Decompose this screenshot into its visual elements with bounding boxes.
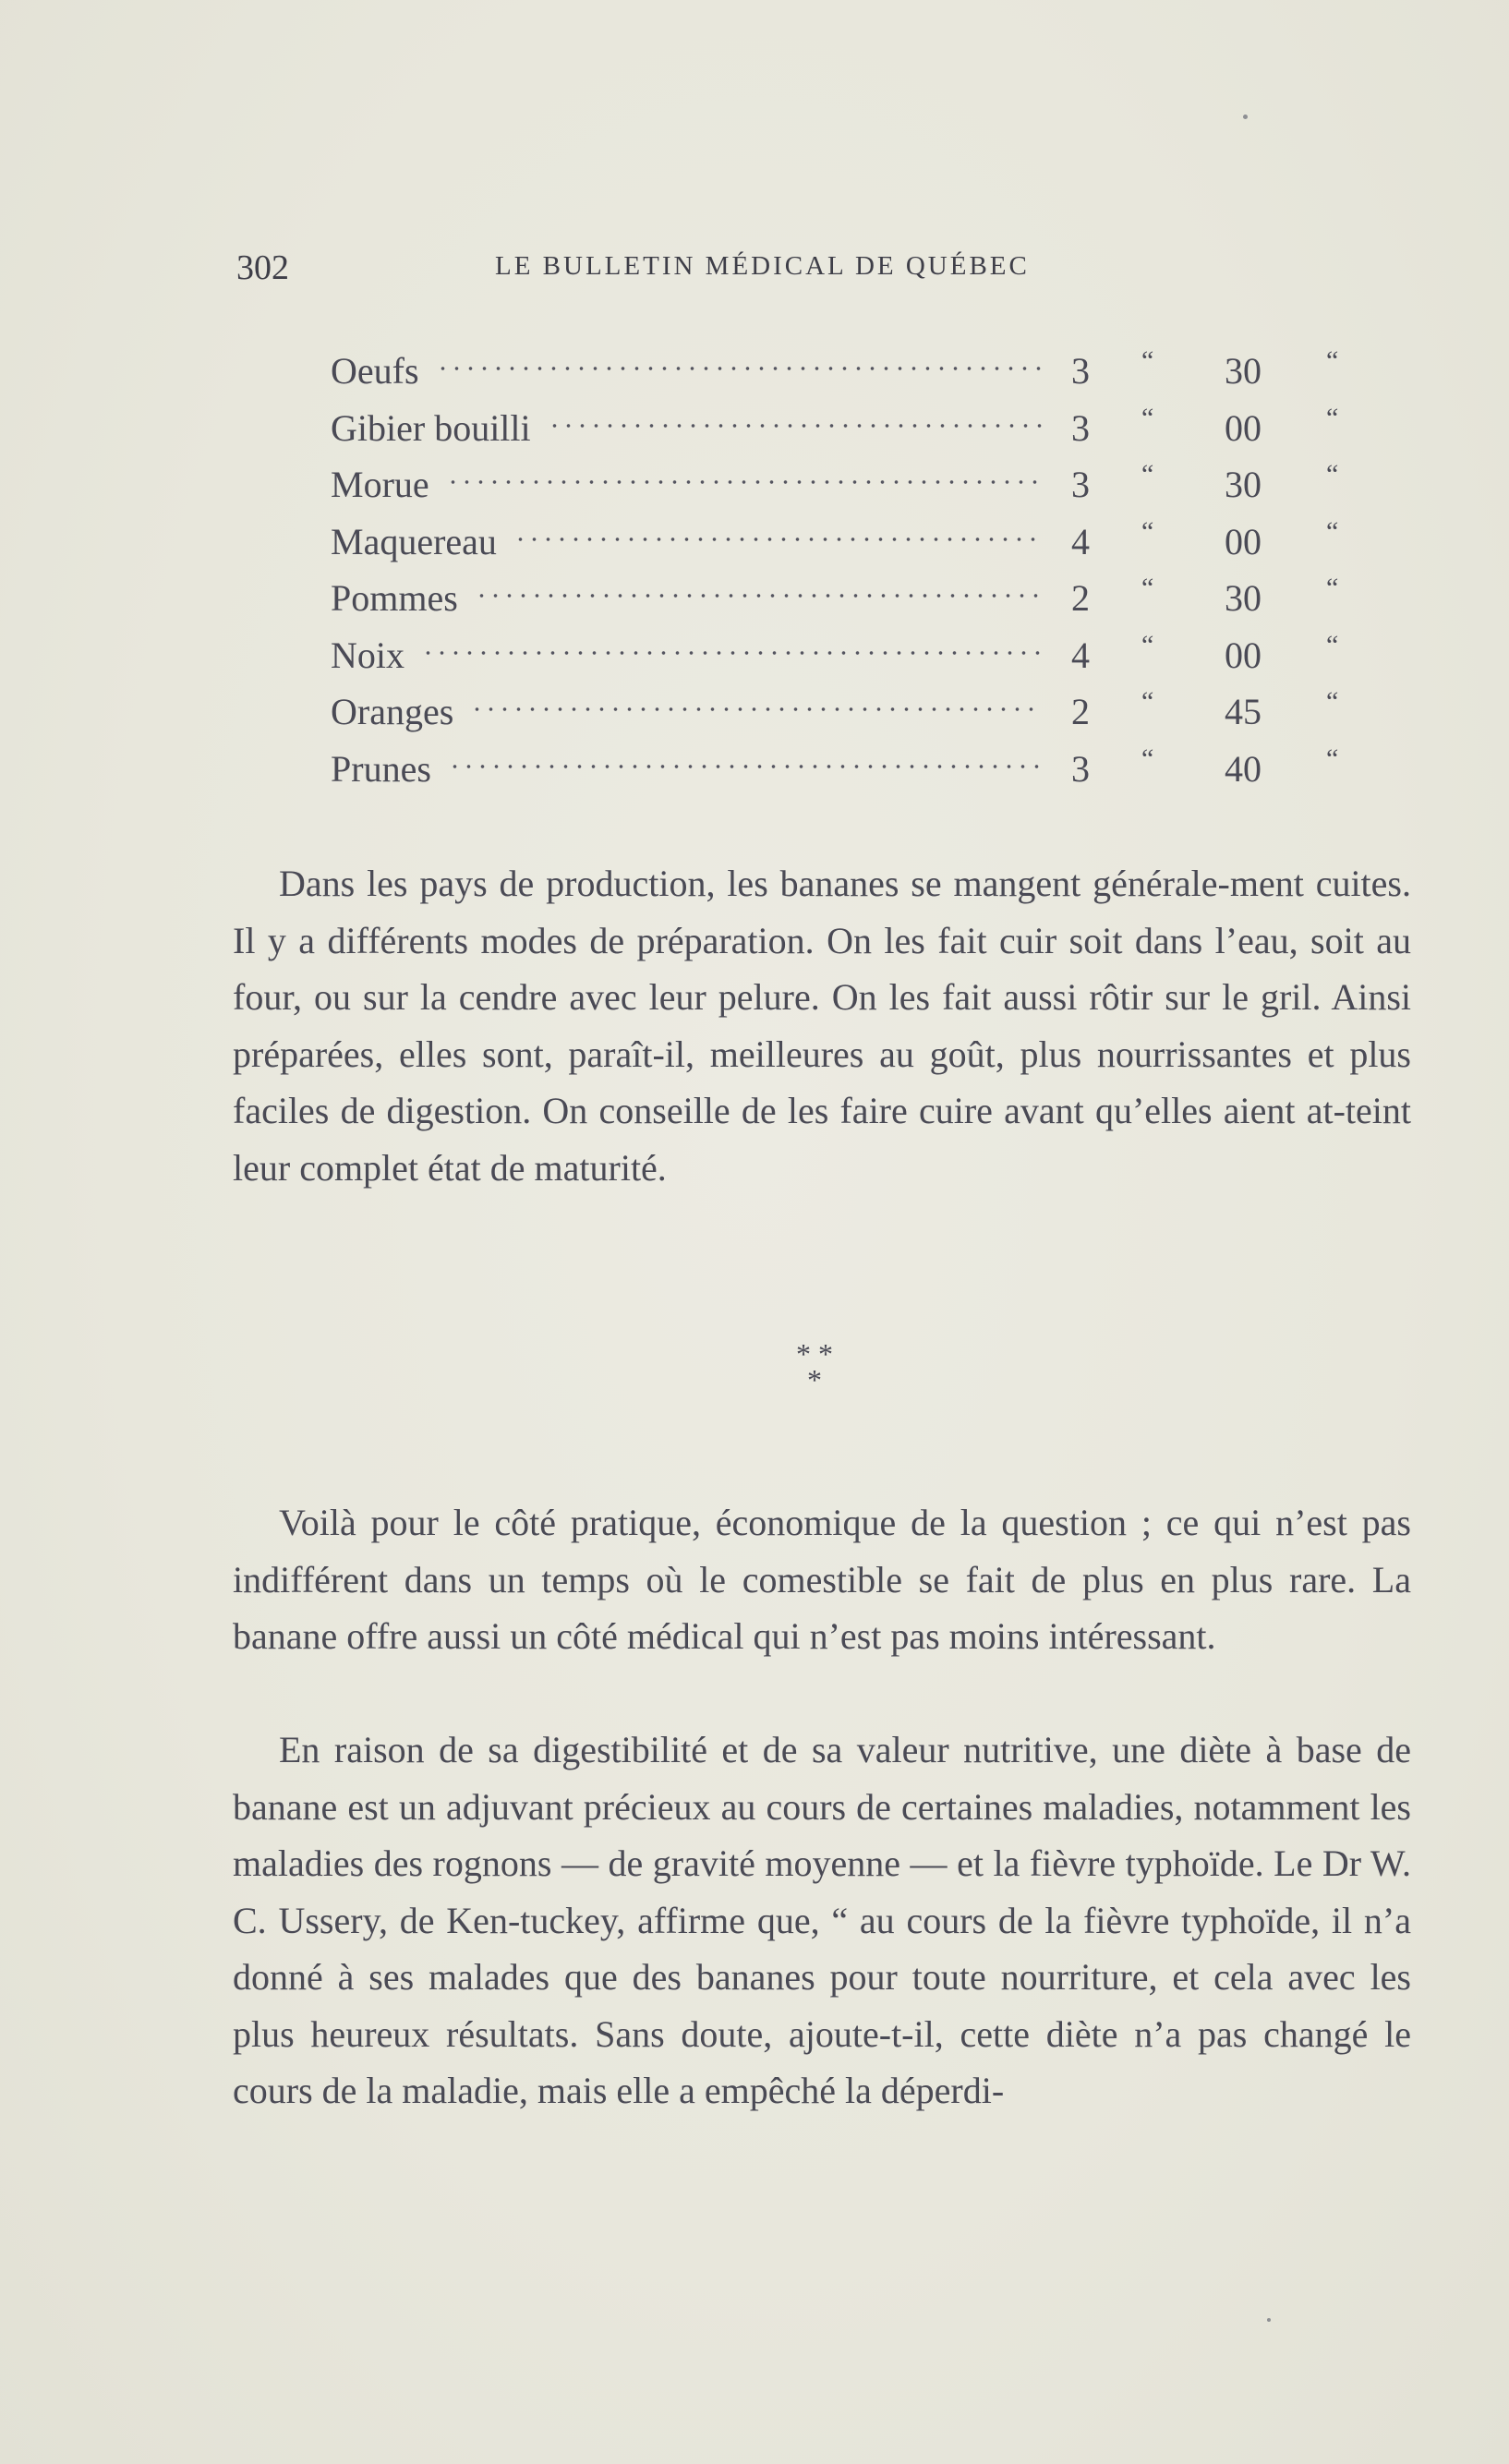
digestion-hours: 3: [1071, 747, 1090, 790]
food-name: Maquereau: [331, 520, 497, 562]
food-name: Morue: [331, 464, 429, 505]
paragraph-medical: [233, 1721, 1411, 2120]
section-asterism: [787, 1337, 842, 1396]
ditto-mark: “: [1141, 459, 1154, 489]
dot-leader: [446, 479, 1042, 485]
page-header: [236, 248, 1418, 294]
table-row: [331, 402, 1365, 464]
asterism-bottom: *: [807, 1363, 822, 1396]
ditto-mark: “: [1141, 345, 1154, 376]
ditto-mark: “: [1326, 743, 1339, 774]
food-name: Oranges: [331, 691, 454, 732]
ditto-mark: “: [1141, 402, 1154, 433]
dot-leader: [548, 423, 1042, 429]
food-name: Pommes: [331, 577, 458, 619]
digestion-hours: 2: [1071, 691, 1090, 732]
dot-leader: [448, 764, 1042, 769]
digestion-minutes: 00: [1225, 406, 1262, 449]
digestion-hours: 3: [1071, 464, 1090, 505]
digestion-hours: 4: [1071, 520, 1090, 562]
ditto-mark: “: [1326, 686, 1339, 717]
paragraph-text: Voilà pour le côté pratique, économique de la question ; ce qui n’est pas indifférent dans un temps où le comestible se fait de plus en plus rare. La banane offre aussi un côté médical qui n’est pas moins intéressant.: [233, 1502, 1411, 1657]
digestion-minutes: 30: [1225, 464, 1262, 505]
dot-leader: [421, 650, 1042, 656]
dot-leader: [475, 593, 1042, 598]
paper-speck: [1267, 2318, 1271, 2322]
digestion-hours: 2: [1071, 577, 1090, 619]
ditto-mark: “: [1326, 573, 1339, 603]
digestion-minutes: 30: [1225, 350, 1262, 392]
digestion-hours: 4: [1071, 634, 1090, 676]
ditto-mark: “: [1141, 629, 1154, 660]
food-name: Oeufs: [331, 350, 419, 392]
digestion-table: [331, 345, 1365, 803]
table-row: [331, 686, 1365, 747]
digestion-hours: 3: [1071, 406, 1090, 449]
table-row: [331, 629, 1365, 691]
paragraph-text: Dans les pays de production, les bananes se mangent générale-ment cuites. Il y a différents modes de préparation. On les fait cuir soit dans l’eau, soit au four, ou sur la cendre avec leur pelure. On les fait aussi rôtir sur le gril. Ainsi préparées, elles sont, paraît-il, meilleures au goût, plus nourrissantes et plus faciles de digestion. On conseille de les faire cuire avant qu’elles aient at-teint leur complet état de maturité.: [233, 863, 1411, 1189]
food-name: Prunes: [331, 747, 431, 790]
table-row: [331, 345, 1365, 406]
ditto-mark: “: [1141, 686, 1154, 717]
table-row: [331, 515, 1365, 577]
ditto-mark: “: [1326, 459, 1339, 489]
paragraph-text: En raison de sa digestibilité et de sa valeur nutritive, une diète à base de banane est un adjuvant précieux au cours de certaines maladies, notamment les maladies des rognons — de gravité moyenne — et la fièvre typhoïde. Le Dr W. C. Ussery, de Ken-tuckey, affirme que, “ au cours de la fièvre typhoïde, il n’a donné à ses malades que des bananes pour toute nourriture, et cela avec les plus heureux résultats. Sans doute, ajoute-t-il, cette diète n’a pas changé le cours de la maladie, mais elle a empêché la déperdi-: [233, 1729, 1411, 2111]
page-number: 302: [236, 248, 289, 287]
paragraph-practical: [233, 1494, 1411, 1665]
ditto-mark: “: [1326, 402, 1339, 433]
ditto-mark: “: [1141, 573, 1154, 603]
table-row: [331, 573, 1365, 634]
asterism-top: * *: [796, 1337, 833, 1371]
dot-leader: [436, 366, 1042, 371]
paper-speck: [1243, 115, 1248, 119]
ditto-mark: “: [1326, 515, 1339, 547]
paragraph-cooking: [233, 855, 1411, 1196]
digestion-hours: 3: [1071, 350, 1090, 392]
digestion-minutes: 40: [1225, 747, 1262, 790]
digestion-minutes: 30: [1225, 577, 1262, 619]
digestion-minutes: 00: [1225, 634, 1262, 676]
ditto-mark: “: [1326, 345, 1339, 376]
ditto-mark: “: [1326, 629, 1339, 660]
digestion-minutes: 00: [1225, 520, 1262, 562]
dot-leader: [513, 537, 1042, 542]
ditto-mark: “: [1141, 743, 1154, 774]
running-title: LE BULLETIN MÉDICAL DE QUÉBEC: [495, 251, 1030, 281]
ditto-mark: “: [1141, 515, 1154, 547]
food-name: Gibier bouilli: [331, 406, 531, 449]
table-row: [331, 743, 1365, 804]
digestion-minutes: 45: [1225, 691, 1262, 732]
food-name: Noix: [331, 634, 404, 676]
dot-leader: [470, 707, 1042, 712]
table-row: [331, 459, 1365, 520]
